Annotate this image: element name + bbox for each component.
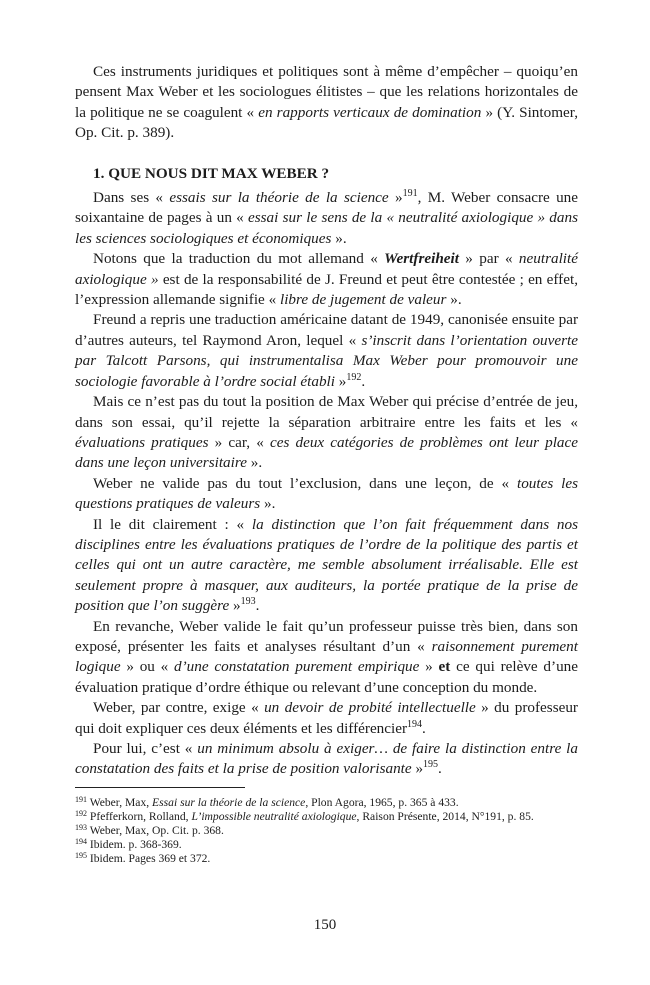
title: Essai sur la théorie de la science [152, 796, 306, 809]
paragraph-9 [75, 739, 578, 780]
emphasis: et [438, 658, 451, 676]
footnote [75, 796, 578, 810]
text: Weber, par contre, exige « [93, 699, 265, 717]
title: L’impossible neutralité axiologique [191, 810, 357, 823]
footnote-ref: 195 [423, 759, 439, 771]
text: Freund a repris une traduction américaine datant de 1949, canonisée ensuite par d’autres auteurs, tel Raymond Aron, lequel « [75, 311, 578, 349]
text: Ces instruments juridiques et politiques sont à même d’empêcher – quoiqu’en pensent Max Weber et les sociologues élitistes – que les relations horizontales de la politique ne se coagulent « [75, 63, 578, 121]
text: » du professeur qui doit expliquer ces deux éléments et les différencier [75, 699, 578, 737]
footnote-number: 191 [75, 795, 87, 804]
footnote [75, 852, 578, 866]
footnote-number: 192 [75, 809, 87, 818]
text: ». [260, 495, 276, 513]
footnote-ref: 192 [346, 371, 362, 383]
body-text [75, 62, 578, 780]
text: . [438, 760, 442, 778]
text: Mais ce n’est pas du tout la position de Max Weber qui précise d’entrée de jeu, dans son essai, qu’il rejette la séparation arbitraire entre les faits et les « [75, 393, 578, 431]
section-heading: 1. QUE NOUS DIT MAX WEBER ? [93, 164, 330, 182]
quote: neutralité axiologique » [75, 250, 578, 288]
paragraph-3 [75, 310, 578, 392]
quote: en rapports verticaux de domination [258, 103, 482, 121]
text: Pour lui, c’est « [93, 740, 198, 757]
text: Ibidem. p. 368-369. [87, 838, 182, 851]
quote: essai sur le sens de la « neutralité axiologique » dans les sciences sociologiques et économiques [75, 209, 579, 247]
text: est de la responsabilité de J. Freund et peut être contestée ; en effet, l’expression allemande signifie « [75, 270, 579, 309]
paragraph-4 [75, 392, 578, 474]
text: . [422, 719, 426, 737]
text: Pfefferkorn, Rolland, [87, 810, 192, 823]
quote: s’inscrit dans l’orientation ouverte par Talcott Parsons, qui instrumentalisa Max Weber pour promouvoir une sociologie favorable à l’ordre social établi [75, 331, 578, 390]
text: Weber, Max, [87, 796, 153, 809]
footnote-number: 193 [75, 823, 87, 832]
footnotes [75, 796, 578, 866]
quote: un minimum absolu à exiger… de faire la distinction entre la constatation des faits et la prise de position valorisante [75, 740, 578, 778]
text: . [361, 372, 366, 390]
quote: la distinction que l’on fait fréquemment dans nos disciplines entre les évaluations pratiques de l’ordre de la politique des partis et celles qui ont un autre caractère, me semble absolument irréalisable. Elle est seulement propre à masquer, aux auditeurs, la portée pratique de la prise de position que l’on suggère [75, 515, 578, 615]
text: ce qui relève d’une évaluation pratique d’ordre éthique ou relevant d’une conception du monde. [75, 658, 579, 696]
page-number: 150 [313, 917, 337, 933]
footnote-ref: 191 [402, 188, 418, 200]
paragraph-5 [75, 474, 578, 515]
quote: essais sur la théorie de la science [169, 189, 389, 207]
paragraph-intro [75, 62, 578, 144]
footnote-ref: 194 [407, 718, 423, 730]
paragraph-1 [75, 188, 578, 249]
term: Wertfreiheit [384, 250, 459, 268]
quote: ces deux catégories de problèmes ont leur place dans une leçon universitaire [75, 433, 578, 472]
text: Ibidem. Pages 369 et 372. [87, 852, 211, 865]
text: Dans ses « [93, 189, 170, 207]
text: Notons que la traduction du mot allemand « [93, 250, 385, 268]
paragraph-2 [75, 249, 578, 310]
text: En revanche, Weber valide le fait qu’un professeur puisse très bien, dans son exposé, présenter les faits et analyses résultant d’un « [75, 617, 578, 655]
text: ». [246, 454, 263, 472]
quote: d’une constatation purement empirique [174, 658, 420, 676]
footnote [75, 824, 578, 838]
text: Il le dit clairement : « [93, 515, 252, 533]
footnote-divider [75, 787, 245, 788]
text: ». [331, 229, 347, 247]
text: , Plon Agora, 1965, p. 365 à 433. [305, 796, 459, 809]
text: » [388, 189, 403, 207]
quote: libre de jugement de valeur [279, 291, 447, 309]
text: » ou « [120, 658, 175, 676]
paragraph-6 [75, 515, 578, 617]
quote: toutes les questions pratiques de valeurs [75, 474, 578, 513]
text: » [229, 597, 241, 615]
footnote [75, 838, 578, 852]
footnote-number: 194 [75, 837, 87, 846]
text: ». [446, 291, 462, 309]
paragraph-8 [75, 698, 578, 739]
text: Weber ne valide pas du tout l’exclusion, dans une leçon, de « [93, 474, 517, 492]
footnote-ref: 193 [240, 596, 256, 608]
text: , Raison Présente, 2014, N°191, p. 85. [356, 810, 534, 823]
quote: raisonnement purement logique [75, 637, 578, 676]
text: . [255, 597, 260, 615]
footnote-number: 195 [75, 851, 87, 860]
quote: évaluations pratiques [75, 433, 209, 451]
quote: un devoir de probité intellectuelle [264, 699, 476, 717]
text: » [419, 658, 439, 676]
text: » (Y. Sintomer, Op. Cit. p. 389). [75, 103, 578, 142]
text: Weber, Max, Op. Cit. p. 368. [87, 824, 224, 837]
text: » [411, 760, 424, 778]
text: » car, « [208, 433, 270, 451]
text: , M. Weber consacre une soixantaine de pages à un « [75, 189, 578, 227]
paragraph-7 [75, 617, 578, 699]
footnote [75, 810, 578, 824]
text: » [334, 372, 347, 390]
text: » par « [458, 250, 519, 268]
